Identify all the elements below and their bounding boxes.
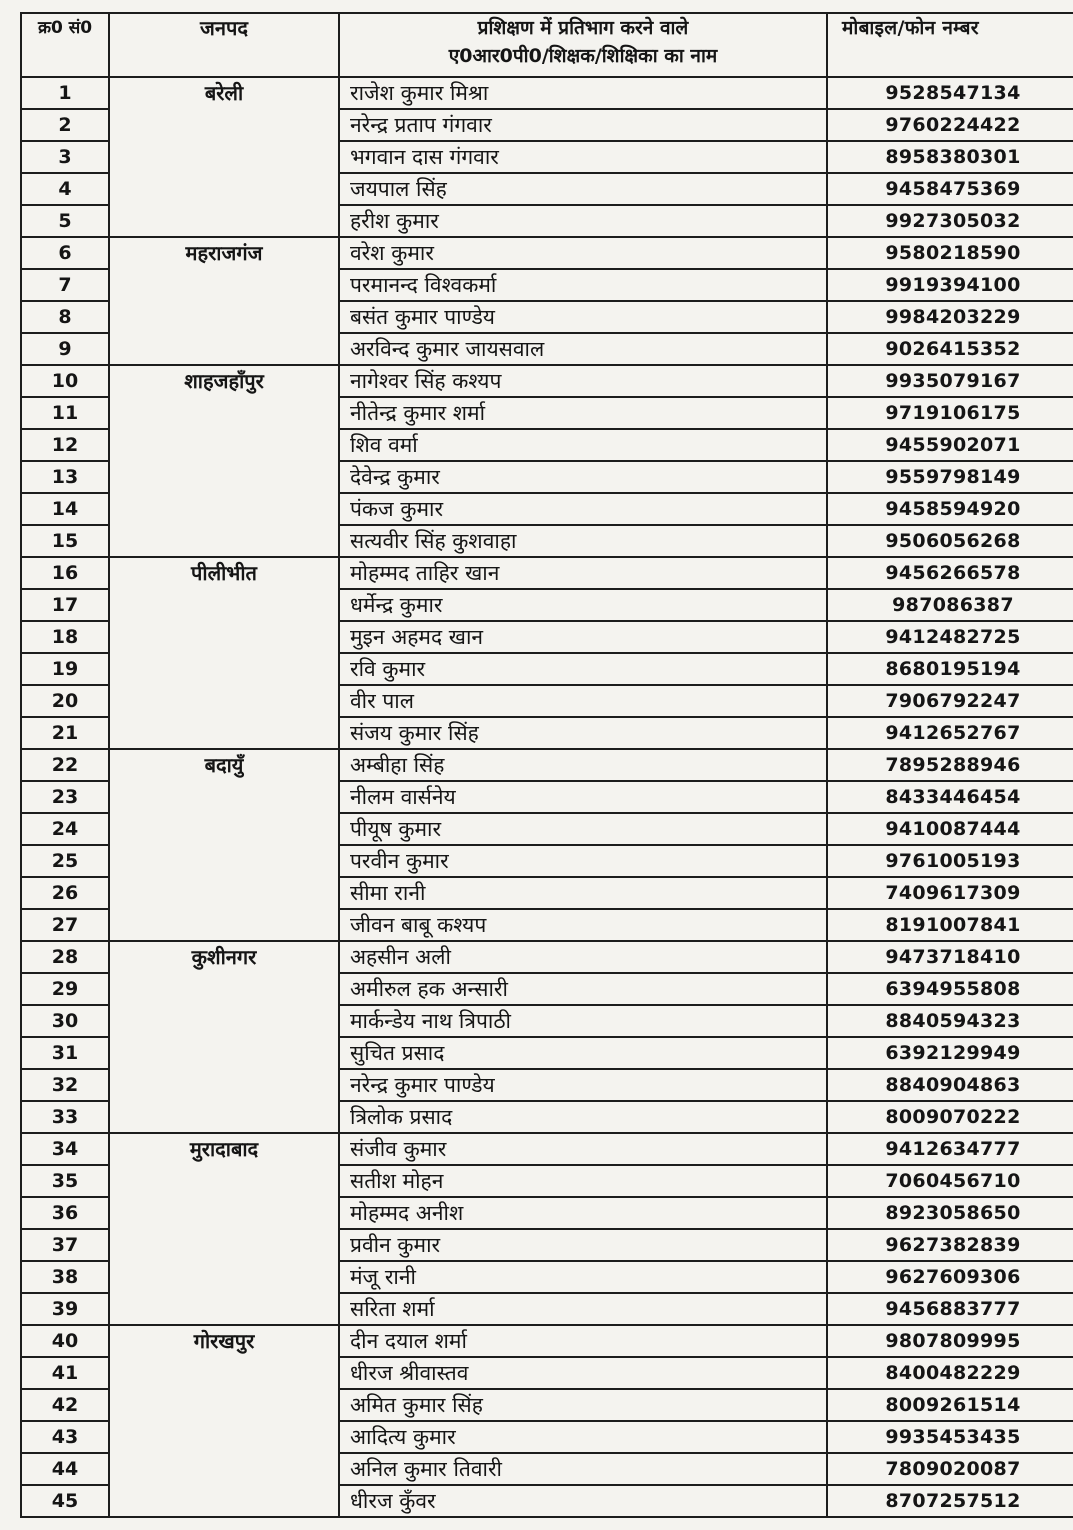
participant-name-cell: सरिता शर्मा xyxy=(339,1293,827,1325)
phone-cell: 9761005193 xyxy=(827,845,1073,877)
phone-cell: 8680195194 xyxy=(827,653,1073,685)
participant-name-cell: संजय कुमार सिंह xyxy=(339,717,827,749)
phone-cell: 9458594920 xyxy=(827,493,1073,525)
phone-cell: 9935079167 xyxy=(827,365,1073,397)
serial-cell: 31 xyxy=(21,1037,109,1069)
district-cell: बदायुँ xyxy=(109,749,339,941)
serial-cell: 34 xyxy=(21,1133,109,1165)
phone-cell: 8433446454 xyxy=(827,781,1073,813)
participant-name-cell: सुचित प्रसाद xyxy=(339,1037,827,1069)
participant-name-cell: सत्यवीर सिंह कुशवाहा xyxy=(339,525,827,557)
table-row xyxy=(21,77,1073,109)
phone-cell: 9506056268 xyxy=(827,525,1073,557)
phone-cell: 9456266578 xyxy=(827,557,1073,589)
participant-name-cell: शिव वर्मा xyxy=(339,429,827,461)
serial-cell: 24 xyxy=(21,813,109,845)
phone-cell: 6394955808 xyxy=(827,973,1073,1005)
participant-name-cell: परमानन्द विश्वकर्मा xyxy=(339,269,827,301)
participant-name-cell: जीवन बाबू कश्यप xyxy=(339,909,827,941)
phone-cell: 9984203229 xyxy=(827,301,1073,333)
header-row xyxy=(21,13,1073,77)
phone-cell: 8191007841 xyxy=(827,909,1073,941)
serial-cell: 25 xyxy=(21,845,109,877)
serial-cell: 13 xyxy=(21,461,109,493)
table-row xyxy=(21,1325,1073,1357)
participant-name-cell: संजीव कुमार xyxy=(339,1133,827,1165)
phone-cell: 9455902071 xyxy=(827,429,1073,461)
participant-name-cell: पीयूष कुमार xyxy=(339,813,827,845)
serial-cell: 6 xyxy=(21,237,109,269)
serial-cell: 4 xyxy=(21,173,109,205)
serial-cell: 7 xyxy=(21,269,109,301)
phone-cell: 9580218590 xyxy=(827,237,1073,269)
phone-cell: 6392129949 xyxy=(827,1037,1073,1069)
serial-cell: 17 xyxy=(21,589,109,621)
phone-cell: 8958380301 xyxy=(827,141,1073,173)
district-cell: बरेली xyxy=(109,77,339,237)
table-row xyxy=(21,1133,1073,1165)
serial-cell: 1 xyxy=(21,77,109,109)
serial-cell: 33 xyxy=(21,1101,109,1133)
participant-name-cell: देवेन्द्र कुमार xyxy=(339,461,827,493)
phone-cell: 9719106175 xyxy=(827,397,1073,429)
serial-cell: 10 xyxy=(21,365,109,397)
participant-name-cell: अम्बीहा सिंह xyxy=(339,749,827,781)
phone-cell: 8009261514 xyxy=(827,1389,1073,1421)
district-cell: कुशीनगर xyxy=(109,941,339,1133)
serial-cell: 37 xyxy=(21,1229,109,1261)
table-row xyxy=(21,557,1073,589)
phone-cell: 9412634777 xyxy=(827,1133,1073,1165)
serial-cell: 20 xyxy=(21,685,109,717)
phone-cell: 9927305032 xyxy=(827,205,1073,237)
participant-name-cell: नरेन्द्र कुमार पाण्डेय xyxy=(339,1069,827,1101)
participant-name-cell: नागेश्वर सिंह कश्यप xyxy=(339,365,827,397)
participant-name-cell: बसंत कुमार पाण्डेय xyxy=(339,301,827,333)
serial-cell: 44 xyxy=(21,1453,109,1485)
serial-cell: 19 xyxy=(21,653,109,685)
header-name-line1: प्रशिक्षण में प्रतिभाग करने वाले xyxy=(477,17,689,39)
phone-cell: 9919394100 xyxy=(827,269,1073,301)
phone-cell: 9528547134 xyxy=(827,77,1073,109)
serial-cell: 14 xyxy=(21,493,109,525)
phone-cell: 9935453435 xyxy=(827,1421,1073,1453)
district-cell: गोरखपुर xyxy=(109,1325,339,1517)
serial-cell: 9 xyxy=(21,333,109,365)
serial-cell: 38 xyxy=(21,1261,109,1293)
participant-name-cell: भगवान दास गंगवार xyxy=(339,141,827,173)
participant-name-cell: अमीरुल हक अन्सारी xyxy=(339,973,827,1005)
phone-cell: 7906792247 xyxy=(827,685,1073,717)
serial-cell: 41 xyxy=(21,1357,109,1389)
participant-name-cell: नीलम वार्सनेय xyxy=(339,781,827,813)
participant-name-cell: अमित कुमार सिंह xyxy=(339,1389,827,1421)
header-participant-name xyxy=(339,13,827,77)
serial-cell: 12 xyxy=(21,429,109,461)
participant-list-sheet xyxy=(20,12,1060,1518)
table-row xyxy=(21,237,1073,269)
phone-cell: 9458475369 xyxy=(827,173,1073,205)
serial-cell: 29 xyxy=(21,973,109,1005)
serial-cell: 40 xyxy=(21,1325,109,1357)
serial-cell: 43 xyxy=(21,1421,109,1453)
header-name-line2: ए0आर0पी0/शिक्षक/शिक्षिका का नाम xyxy=(448,45,718,67)
phone-cell: 9410087444 xyxy=(827,813,1073,845)
participant-name-cell: मुइन अहमद खान xyxy=(339,621,827,653)
participant-name-cell: मोहम्मद अनीश xyxy=(339,1197,827,1229)
participant-name-cell: हरीश कुमार xyxy=(339,205,827,237)
participant-name-cell: वरेश कुमार xyxy=(339,237,827,269)
serial-cell: 39 xyxy=(21,1293,109,1325)
phone-cell: 9456883777 xyxy=(827,1293,1073,1325)
participant-name-cell: रवि कुमार xyxy=(339,653,827,685)
serial-cell: 32 xyxy=(21,1069,109,1101)
phone-cell: 9627382839 xyxy=(827,1229,1073,1261)
serial-cell: 27 xyxy=(21,909,109,941)
participant-name-cell: मार्कन्डेय नाथ त्रिपाठी xyxy=(339,1005,827,1037)
phone-cell: 7895288946 xyxy=(827,749,1073,781)
phone-cell: 9760224422 xyxy=(827,109,1073,141)
serial-cell: 35 xyxy=(21,1165,109,1197)
serial-cell: 5 xyxy=(21,205,109,237)
serial-cell: 11 xyxy=(21,397,109,429)
serial-cell: 16 xyxy=(21,557,109,589)
participant-name-cell: अनिल कुमार तिवारी xyxy=(339,1453,827,1485)
participant-name-cell: सीमा रानी xyxy=(339,877,827,909)
serial-cell: 36 xyxy=(21,1197,109,1229)
phone-cell: 8840594323 xyxy=(827,1005,1073,1037)
participant-name-cell: परवीन कुमार xyxy=(339,845,827,877)
participant-name-cell: जयपाल सिंह xyxy=(339,173,827,205)
participant-name-cell: अहसीन अली xyxy=(339,941,827,973)
participant-table xyxy=(20,12,1073,1518)
table-row xyxy=(21,365,1073,397)
phone-cell: 9412652767 xyxy=(827,717,1073,749)
district-cell: शाहजहाँपुर xyxy=(109,365,339,557)
participant-name-cell: मोहम्मद ताहिर खान xyxy=(339,557,827,589)
phone-cell: 7809020087 xyxy=(827,1453,1073,1485)
participant-name-cell: आदित्य कुमार xyxy=(339,1421,827,1453)
serial-cell: 21 xyxy=(21,717,109,749)
table-body xyxy=(21,77,1073,1517)
district-cell: मुरादाबाद xyxy=(109,1133,339,1325)
participant-name-cell: धीरज श्रीवास्तव xyxy=(339,1357,827,1389)
serial-cell: 3 xyxy=(21,141,109,173)
serial-cell: 42 xyxy=(21,1389,109,1421)
phone-cell: 9807809995 xyxy=(827,1325,1073,1357)
serial-cell: 8 xyxy=(21,301,109,333)
serial-cell: 22 xyxy=(21,749,109,781)
serial-cell: 23 xyxy=(21,781,109,813)
participant-name-cell: धीरज कुँवर xyxy=(339,1485,827,1517)
phone-cell: 8840904863 xyxy=(827,1069,1073,1101)
participant-name-cell: अरविन्द कुमार जायसवाल xyxy=(339,333,827,365)
phone-cell: 987086387 xyxy=(827,589,1073,621)
participant-name-cell: पंकज कुमार xyxy=(339,493,827,525)
phone-cell: 9473718410 xyxy=(827,941,1073,973)
header-phone: मोबाइल/फोन नम्बर xyxy=(827,13,1073,77)
participant-name-cell: त्रिलोक प्रसाद xyxy=(339,1101,827,1133)
phone-cell: 8707257512 xyxy=(827,1485,1073,1517)
table-row xyxy=(21,749,1073,781)
phone-cell: 9026415352 xyxy=(827,333,1073,365)
phone-cell: 8400482229 xyxy=(827,1357,1073,1389)
phone-cell: 9627609306 xyxy=(827,1261,1073,1293)
table-row xyxy=(21,941,1073,973)
phone-cell: 9412482725 xyxy=(827,621,1073,653)
participant-name-cell: नरेन्द्र प्रताप गंगवार xyxy=(339,109,827,141)
serial-cell: 2 xyxy=(21,109,109,141)
phone-cell: 8923058650 xyxy=(827,1197,1073,1229)
serial-cell: 26 xyxy=(21,877,109,909)
phone-cell: 7060456710 xyxy=(827,1165,1073,1197)
serial-cell: 28 xyxy=(21,941,109,973)
district-cell: पीलीभीत xyxy=(109,557,339,749)
phone-cell: 8009070222 xyxy=(827,1101,1073,1133)
participant-name-cell: मंजू रानी xyxy=(339,1261,827,1293)
phone-cell: 9559798149 xyxy=(827,461,1073,493)
serial-cell: 45 xyxy=(21,1485,109,1517)
participant-name-cell: राजेश कुमार मिश्रा xyxy=(339,77,827,109)
header-serial: क्र0 सं0 xyxy=(21,13,109,77)
participant-name-cell: प्रवीन कुमार xyxy=(339,1229,827,1261)
participant-name-cell: सतीश मोहन xyxy=(339,1165,827,1197)
district-cell: महराजगंज xyxy=(109,237,339,365)
serial-cell: 15 xyxy=(21,525,109,557)
participant-name-cell: धर्मेन्द्र कुमार xyxy=(339,589,827,621)
participant-name-cell: वीर पाल xyxy=(339,685,827,717)
participant-name-cell: नीतेन्द्र कुमार शर्मा xyxy=(339,397,827,429)
serial-cell: 18 xyxy=(21,621,109,653)
serial-cell: 30 xyxy=(21,1005,109,1037)
phone-cell: 7409617309 xyxy=(827,877,1073,909)
participant-name-cell: दीन दयाल शर्मा xyxy=(339,1325,827,1357)
header-district: जनपद xyxy=(109,13,339,77)
